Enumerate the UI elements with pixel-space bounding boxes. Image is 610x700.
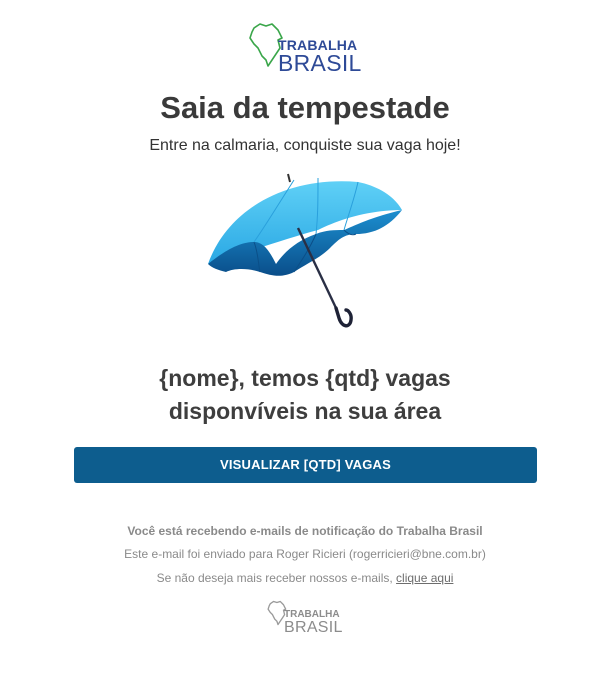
page-subtitle: Entre na calmaria, conquiste sua vaga hoje! (149, 137, 461, 154)
brand-logo (248, 20, 364, 76)
umbrella-icon (198, 168, 410, 336)
footer-logo-text-trabalha: TRABALHA (284, 609, 340, 620)
offer-line-1: {nome}, temos {qtd} vagas (159, 365, 451, 391)
view-jobs-button[interactable]: VISUALIZAR [QTD] VAGAS (74, 447, 537, 483)
footer-recipient: Este e-mail foi enviado para Roger Ricieri (rogerricieri@bne.com.br) (124, 547, 486, 561)
footer-logo-text-brasil: BRASIL (284, 619, 343, 636)
footer-unsubscribe (0, 571, 610, 585)
unsubscribe-link[interactable]: clique aqui (396, 571, 454, 585)
logo-text-brasil: BRASIL (278, 50, 362, 76)
unsubscribe-text: Se não deseja mais receber nossos e-mails, (156, 571, 393, 585)
logo-text-trabalha: TRABALHA (278, 37, 358, 53)
offer-line-2: disponvíveis na sua área (168, 398, 442, 424)
footer-notice: Você está recebendo e-mails de notificação do Trabalha Brasil (127, 524, 483, 538)
footer-logo (267, 598, 347, 636)
offer-message (0, 362, 610, 428)
page-title: Saia da tempestade (160, 90, 450, 125)
